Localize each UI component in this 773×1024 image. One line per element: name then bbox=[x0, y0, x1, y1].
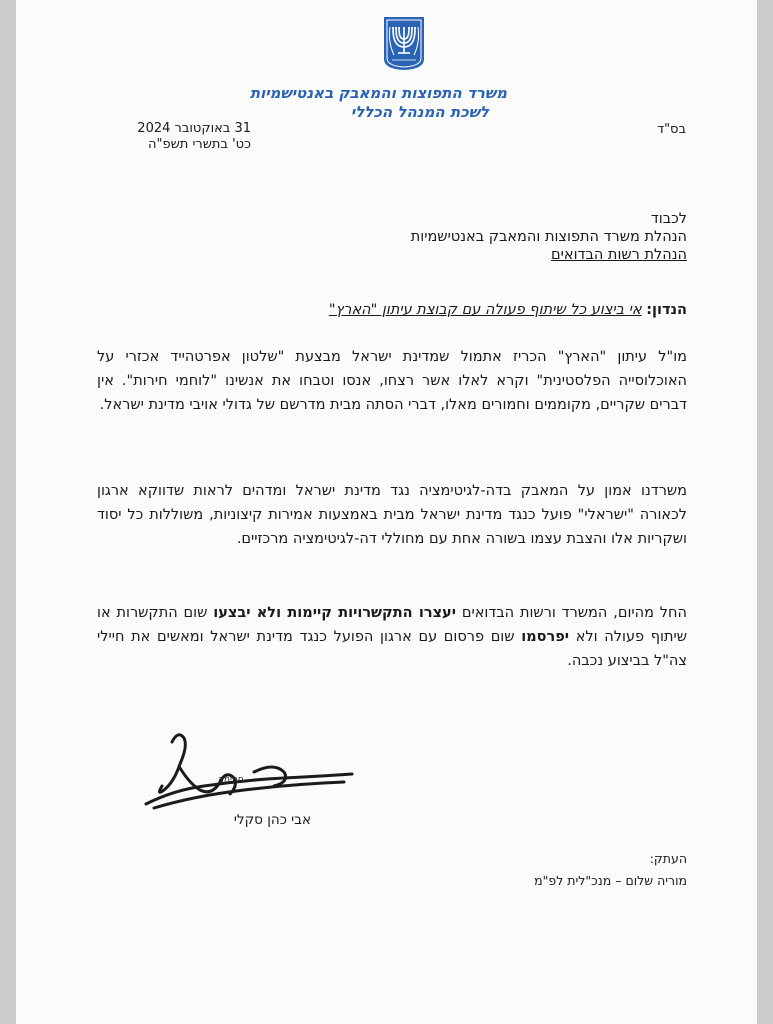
paragraph-2-text: משרדנו אמון על המאבק בדה-לגיטימציה נגד מדינת ישראל ומדהים לראות שדווקא ארגון לכאורה "ישראלי" פועל כנגד מדינת ישראל מבית באמצעות אמירות קיצוניות, משוללות כל יסוד ושקריות אלו והצבת עצמו בשורה אחת עם מחוללי דה-לגיטימציה מרכזיים. bbox=[97, 483, 687, 547]
paragraph-3-bold-a: יעצרו התקשרויות קיימות ולא יבצעו bbox=[213, 605, 456, 621]
besd-mark: בס"ד bbox=[656, 122, 686, 137]
subject-label: הנדון: bbox=[646, 302, 687, 318]
paragraph-3-part-e: שום פרסום עם ארגון הפועל כנגד מדינת ישראל ומאשים את חיילי צה"ל בביצוע נכבה. bbox=[97, 629, 687, 669]
paragraph-2 bbox=[97, 479, 687, 551]
subject-line bbox=[87, 302, 687, 318]
signer-name: אבי כהן סקלי bbox=[233, 812, 311, 828]
date-block bbox=[71, 121, 251, 153]
paragraph-1 bbox=[97, 345, 687, 417]
address-line-1: הנהלת משרד התפוצות והמאבק באנטישמיות bbox=[410, 229, 687, 245]
cc-block bbox=[387, 848, 687, 892]
address-line-2: הנהלת רשות הבדואים bbox=[551, 247, 687, 263]
paragraph-3-bold-b: יפרסמו bbox=[521, 629, 570, 645]
handwritten-signature bbox=[134, 724, 364, 824]
address-block bbox=[267, 210, 687, 264]
subject-text: אי ביצוע כל שיתוף פעולה עם קבוצת עיתון "הארץ" bbox=[328, 302, 642, 318]
ministry-name: משרד התפוצות והמאבק באנטישמיות bbox=[249, 84, 507, 102]
paragraph-3 bbox=[97, 601, 687, 673]
menorah-emblem-icon bbox=[380, 15, 428, 71]
cc-recipient: מוריה שלום – מנכ"לית לפ"מ bbox=[534, 873, 687, 888]
paragraph-3-part-c: שום התקשרות או שיתוף פעולה ולא bbox=[97, 605, 688, 645]
gregorian-date: 31 באוקטובר 2024 bbox=[137, 121, 251, 136]
office-name: לשכת המנהל הכללי bbox=[350, 103, 489, 121]
address-to: לכבוד bbox=[650, 211, 687, 227]
letter-page bbox=[16, 0, 757, 1024]
paragraph-3-text bbox=[97, 601, 687, 673]
hebrew-date: כט' בתשרי תשפ"ה bbox=[147, 137, 251, 152]
svg-text:חתימה: חתימה bbox=[218, 775, 244, 785]
ministry-header bbox=[147, 84, 507, 122]
paragraph-3-part-a: החל מהיום, המשרד ורשות הבדואים bbox=[455, 605, 687, 621]
cc-label: העתק: bbox=[649, 851, 687, 866]
paragraph-1-text: מו"ל עיתון "הארץ" הכריז אתמול שמדינת ישראל מבצעת "שלטון אפרטהייד אכזרי על האוכלוסייה הפלסטינית" וקרא לאלו אשר רצחו, אנסו וטבחו את אנשינו "לוחמי חירות". אין דברים שקריים, מקוממים וחמורים מאלו, דברי הסתה מבית מדרשם של גדולי אויבי מדינת ישראל. bbox=[97, 349, 687, 413]
